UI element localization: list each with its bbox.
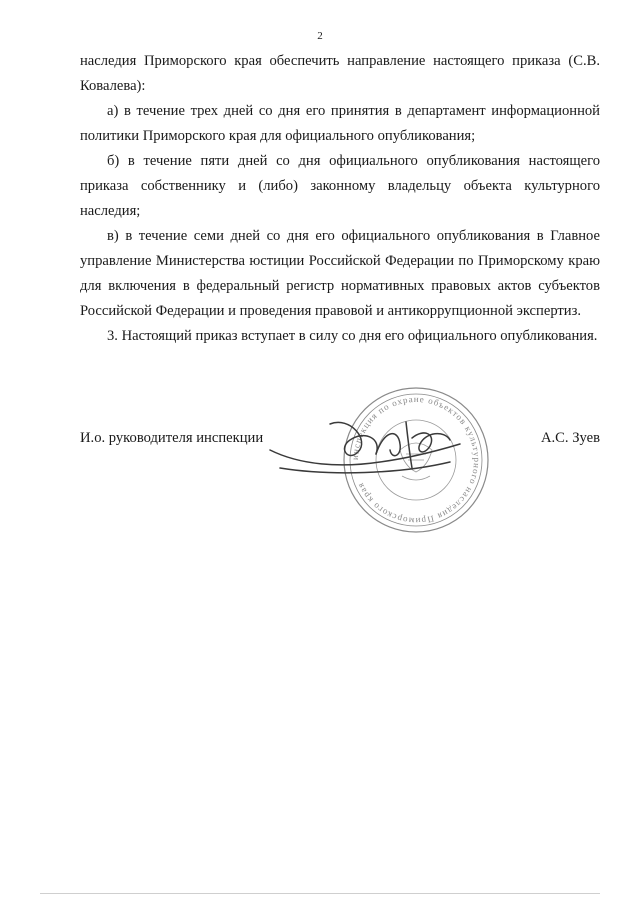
signature-block — [80, 393, 600, 527]
seal-text: инспекция по охране объектов культурного наследия Приморского края — [349, 393, 483, 527]
signatory-position: И.о. руководителя инспекции — [80, 430, 264, 446]
paragraph-item-b: б) в течение пяти дней со дня официального опубликования настоящего приказа собственнику и (либо) законному владельцу объекта культурного наследия; — [80, 153, 600, 219]
document-body — [80, 49, 600, 349]
paragraph-item-3: 3. Настоящий приказ вступает в силу со дня его официального опубликования. — [107, 328, 598, 344]
handwritten-signature — [260, 410, 480, 480]
paragraph-item-v: в) в течение семи дней со дня его официального опубликования в Главное управление Министерства юстиции Российской Федерации по Приморскому краю для включения в федеральный регистр нормативных правовых актов субъектов Российской Федерации и проведения правовой и антикоррупционной экспертиз. — [80, 228, 600, 319]
page-bottom-rule — [40, 893, 600, 894]
page-number: 2 — [317, 30, 323, 42]
paragraph-item-a: а) в течение трех дней со дня его принятия в департамент информационной политики Приморского края для официального опубликования; — [80, 103, 600, 144]
paragraph-continuation: наследия Приморского края обеспечить направление настоящего приказа (С.В. Ковалева): — [80, 53, 600, 94]
signatory-name: А.С. Зуев — [540, 430, 600, 446]
